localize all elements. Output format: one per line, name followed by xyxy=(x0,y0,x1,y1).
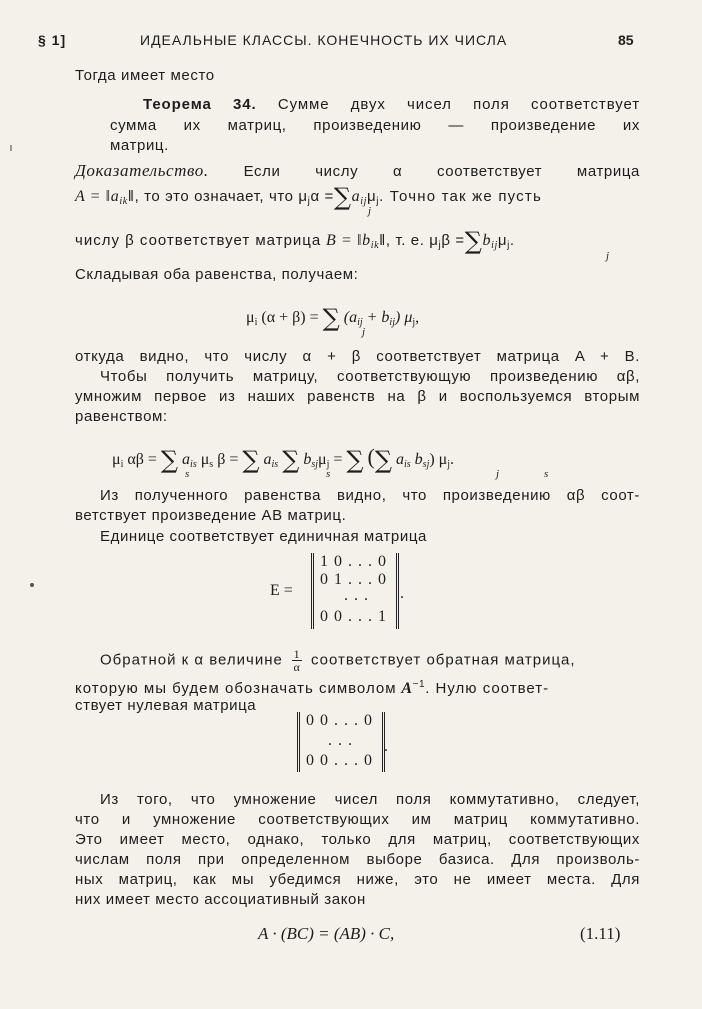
final-line-3: Это имеет место, однако, только для матриц, соответствующих xyxy=(75,831,640,848)
fp-index-1: s xyxy=(185,468,190,480)
fp-a1: a xyxy=(182,451,191,468)
mu-sub-j: j xyxy=(376,196,380,207)
zero-matrix xyxy=(297,712,385,772)
a-symbol: a xyxy=(351,188,361,205)
fp-a3-sub: is xyxy=(404,459,411,470)
fp-a2-sub: is xyxy=(271,459,279,470)
fp-paren-open: ( xyxy=(367,444,375,469)
final-line-4: числам поля при определенном выборе базиса. Для произволь- xyxy=(75,851,640,868)
fp-sum-2: ∑ xyxy=(242,446,260,474)
fraction xyxy=(292,648,303,673)
fp-index-4: s xyxy=(544,468,549,480)
seen-line: откуда видно, что числу α + β соответствует матрица A + B. xyxy=(75,348,640,365)
page-speck xyxy=(30,583,34,587)
identity-row-4: 0 0 . . . 1 xyxy=(320,608,387,625)
a-inverse-sup: −1 xyxy=(412,679,426,690)
identity-label: E = xyxy=(270,582,293,599)
fp-mu2-sub: s xyxy=(209,459,214,470)
fp-mu3-sub: j xyxy=(326,459,330,470)
inverse-line-1 xyxy=(100,647,640,674)
final-line-2: что и умножение соответствующих им матриц коммутативно. xyxy=(75,811,640,828)
product-line-1: Чтобы получить матрицу, соответствующую произведению αβ, xyxy=(100,368,640,385)
final-line-1: Из того, что умножение чисел поля коммутативно, следует, xyxy=(100,791,640,808)
running-header xyxy=(0,30,702,50)
fp-period: . xyxy=(450,451,455,468)
mu-sub-i: j xyxy=(307,196,311,207)
formula-product xyxy=(112,444,454,474)
inverse-text-4: . Нулю соответ- xyxy=(425,680,550,697)
sum-index-1: j xyxy=(368,205,372,217)
fp-mu3: μ xyxy=(318,451,327,468)
period-1: . xyxy=(509,232,515,249)
page-number: 85 xyxy=(618,32,634,48)
mu-symbol-3: μ xyxy=(497,232,508,249)
fp-lhs: αβ = xyxy=(127,451,157,468)
sum-index-2: j xyxy=(606,250,610,262)
fp-a1-sub: is xyxy=(190,459,197,470)
unit-line: Единице соответствует единичная матрица xyxy=(100,528,427,545)
product-line-3: равенством: xyxy=(75,408,168,425)
fs-mu-sub: i xyxy=(254,317,258,328)
theorem-line-2: сумма их матриц, произведению — произведение их xyxy=(110,117,640,134)
fs-rhs-b: + b xyxy=(366,309,390,326)
fp-b1-sub: sj xyxy=(311,459,318,470)
inverse-text-1: Обратной к α величине xyxy=(100,651,283,669)
identity-period: . xyxy=(400,585,404,602)
fp-paren-close: ) μ xyxy=(429,451,448,468)
fp-sum-1: ∑ xyxy=(160,446,179,474)
proof-text-3: числу β соответствует матрица xyxy=(75,232,322,249)
fs-lhs: (α + β) = xyxy=(261,309,319,326)
fp-eq: = xyxy=(333,451,343,468)
matrix-b-sub: ik xyxy=(370,240,380,251)
fraction-numerator: 1 xyxy=(293,647,301,661)
matrix-a-sub: ik xyxy=(119,196,128,207)
fp-a3: a xyxy=(396,451,404,468)
fp-sum-5: ∑ xyxy=(374,446,392,474)
fp-index-2: s xyxy=(326,468,331,480)
fp-b2-sub: sj xyxy=(422,459,430,470)
final-line-5: ных матриц, как мы убедимся ниже, это не имеет места. Для xyxy=(75,871,640,888)
fs-rhs-a: (a xyxy=(343,309,358,326)
theorem-label: Теорема 34. xyxy=(143,96,257,113)
mu-symbol: μ xyxy=(366,188,377,205)
fp-b1: b xyxy=(303,451,312,468)
b-sub-ij: ij xyxy=(491,240,498,251)
fs-mu: μ xyxy=(246,309,255,326)
zero-row-1: 0 0 . . . 0 xyxy=(306,712,373,729)
proof-text-2: ‖, то это означает, что μ xyxy=(127,188,308,205)
fp-a2: a xyxy=(263,451,272,468)
identity-row-1: 1 0 . . . 0 xyxy=(320,553,387,570)
fs-tail: , xyxy=(415,309,420,326)
fs-sum-sign: ∑ xyxy=(322,304,340,332)
fp-beta: β = xyxy=(217,451,239,468)
product-seen-line-1: Из полученного равенства видно, что произведению αβ соот- xyxy=(100,487,640,504)
fp-index-3: j xyxy=(496,468,500,480)
zero-period: . xyxy=(384,738,388,755)
fs-rhs-end: ) μ xyxy=(394,309,413,326)
zero-row-3: 0 0 . . . 0 xyxy=(306,752,373,769)
identity-row-2: 0 1 . . . 0 xyxy=(320,571,387,588)
inverse-text-3: которую мы будем обозначать символом xyxy=(75,680,397,697)
chapter-title: ИДЕАЛЬНЫЕ КЛАССЫ. КОНЕЧНОСТЬ ИХ ЧИСЛА xyxy=(140,32,508,48)
matrix-a-def: A = ‖a xyxy=(75,188,120,205)
mu-symbol-2: μ xyxy=(429,232,439,249)
fp-sum-3: ∑ xyxy=(282,446,300,474)
matrix-b-def: B = ‖b xyxy=(326,232,371,249)
fp-mu2: μ xyxy=(200,451,210,468)
identity-row-3: . . . xyxy=(344,587,369,604)
inverse-line-2 xyxy=(75,679,640,699)
fp-sum-4: ∑ xyxy=(346,446,364,474)
a-inverse: A xyxy=(401,680,413,697)
fp-mu: μ xyxy=(112,451,121,468)
b-symbol: b xyxy=(482,232,492,249)
page-speck-2 xyxy=(10,145,12,151)
fraction-denominator: α xyxy=(293,660,301,674)
final-line-6: них имеет место ассоциативный закон xyxy=(75,891,366,908)
adding-line: Складывая оба равенства, получаем: xyxy=(75,266,359,283)
formula-sum xyxy=(246,304,419,332)
fs-index: j xyxy=(362,326,366,338)
proof-label: Доказательство. xyxy=(75,161,209,180)
fs-sub3: j xyxy=(412,317,416,328)
mu-sub-j-2: j xyxy=(438,240,442,251)
fs-sub2: ij xyxy=(389,317,395,328)
theorem-line-1 xyxy=(143,96,640,116)
product-seen-line-2: ветствует произведение AB матриц. xyxy=(75,507,347,524)
theorem-line-3: матриц. xyxy=(110,137,169,154)
assoc-number: (1.11) xyxy=(580,924,621,943)
identity-matrix xyxy=(311,553,399,629)
fp-mu4-sub: j xyxy=(447,459,451,470)
fp-b2: b xyxy=(414,451,423,468)
proof-text-2b: . Точно так же пусть xyxy=(379,188,542,205)
assoc-formula: A · (BC) = (AB) · C, xyxy=(258,924,395,943)
proof-line-3 xyxy=(75,227,640,255)
fp-mu-sub: i xyxy=(120,459,124,470)
section-mark: § 1] xyxy=(38,32,67,48)
proof-line-1 xyxy=(75,161,640,181)
sum-sign-1: ∑ xyxy=(333,183,352,211)
beta-eq: β = xyxy=(441,232,465,249)
sum-sign-2: ∑ xyxy=(464,227,483,255)
proof-text-3b: ‖, т. е. xyxy=(379,232,425,249)
alpha-eq: α = xyxy=(310,188,334,205)
theorem-text-1: Сумме двух чисел поля соответствует xyxy=(277,96,640,113)
zero-row-2: . . . xyxy=(328,732,353,749)
mu-sub-j-3: j xyxy=(507,240,510,251)
product-line-2: умножим первое из наших равенств на β и воспользуемся вторым xyxy=(75,388,640,405)
inverse-text-2: соответствует обратная матрица, xyxy=(311,651,576,669)
a-sub-ij: ij xyxy=(360,196,367,207)
proof-text-1: Если числу α соответствует матрица xyxy=(243,163,640,180)
intro-line: Тогда имеет место xyxy=(75,67,215,84)
proof-line-2 xyxy=(75,183,640,211)
fs-sub1: ij xyxy=(357,317,363,328)
inverse-line-3: ствует нулевая матрица xyxy=(75,697,257,714)
